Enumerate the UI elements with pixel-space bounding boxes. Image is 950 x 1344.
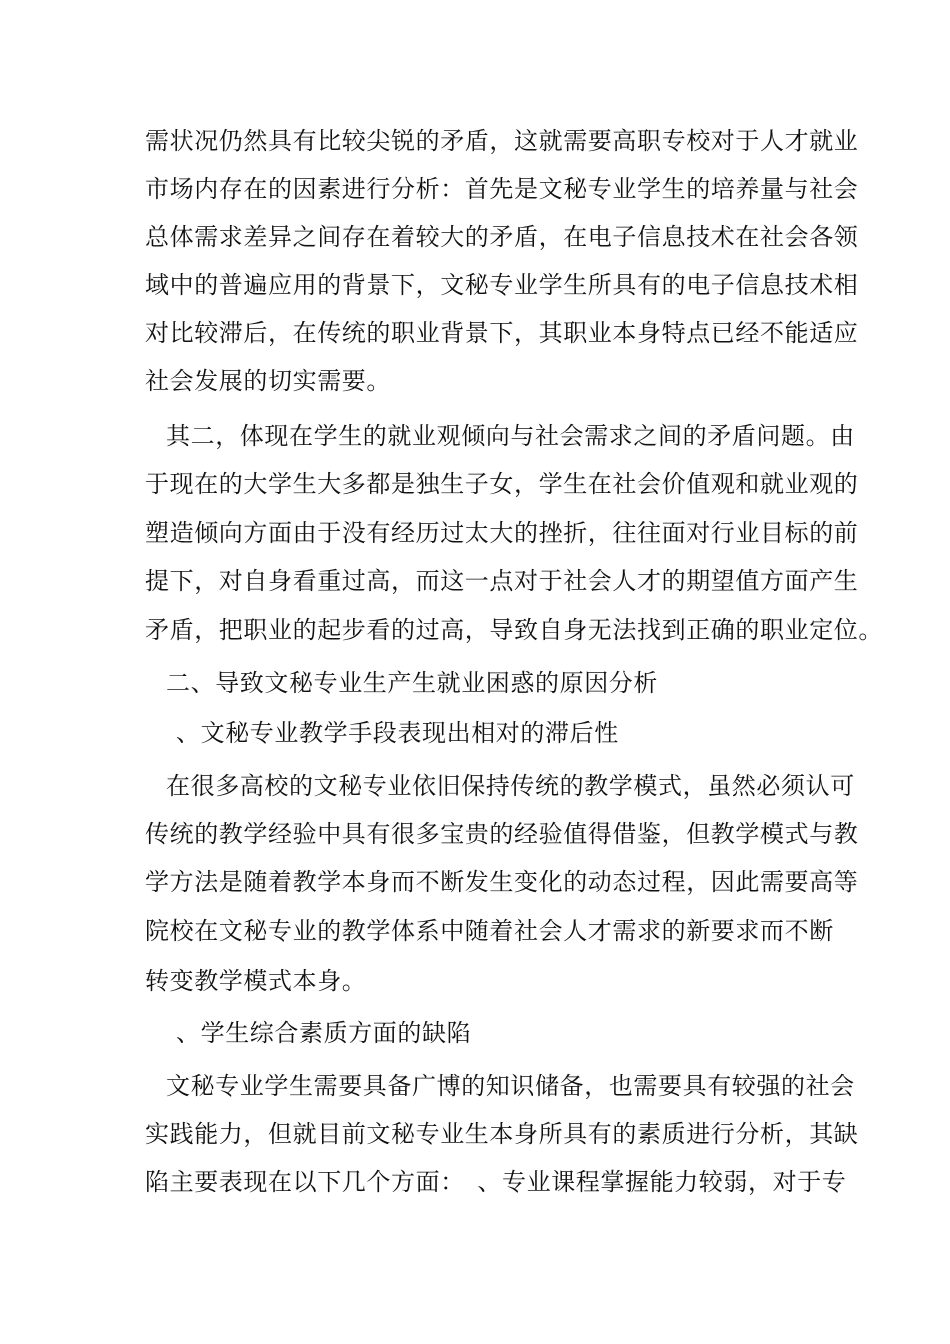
body-text-line: 传统的教学经验中具有很多宝贵的经验值得借鉴，但教学模式与教	[145, 820, 859, 848]
subsection-heading: 、学生综合素质方面的缺陷	[176, 1019, 472, 1047]
body-text-line: 市场内存在的因素进行分析：首先是文秘专业学生的培养量与社会	[145, 175, 859, 203]
body-text-line: 社会发展的切实需要。	[145, 367, 391, 395]
body-text-line: 对比较滞后，在传统的职业背景下，其职业本身特点已经不能适应	[145, 319, 859, 347]
body-text-line: 域中的普遍应用的背景下，文秘专业学生所具有的电子信息技术相	[145, 271, 859, 299]
body-text-line: 矛盾，把职业的起步看的过高，导致自身无法找到正确的职业定位。	[145, 616, 883, 644]
body-text-line: 于现在的大学生大多都是独生子女，学生在社会价值观和就业观的	[145, 470, 859, 498]
subsection-heading: 、文秘专业教学手段表现出相对的滞后性	[176, 719, 619, 747]
paragraph-first-line: 在很多高校的文秘专业依旧保持传统的教学模式，虽然必须认可	[166, 772, 855, 800]
section-heading: 二、导致文秘专业生产生就业困惑的原因分析	[166, 669, 658, 697]
paragraph-first-line: 文秘专业学生需要具备广博的知识储备，也需要具有较强的社会	[166, 1072, 855, 1100]
paragraph-first-line: 其二，体现在学生的就业观倾向与社会需求之间的矛盾问题。由	[166, 422, 855, 450]
body-text-line: 院校在文秘专业的教学体系中随着社会人才需求的新要求而不断	[145, 917, 834, 945]
body-text-line: 陷主要表现在以下几个方面： 、专业课程掌握能力较弱，对于专	[145, 1168, 847, 1196]
body-text-line: 学方法是随着教学本身而不断发生变化的动态过程，因此需要高等	[145, 868, 859, 896]
body-text-line: 实践能力，但就目前文秘专业生本身所具有的素质进行分析，其缺	[145, 1120, 859, 1148]
body-text-line: 塑造倾向方面由于没有经历过太大的挫折，往往面对行业目标的前	[145, 519, 859, 547]
body-text-line: 转变教学模式本身。	[145, 967, 367, 995]
body-text-line: 需状况仍然具有比较尖锐的矛盾，这就需要高职专校对于人才就业	[145, 127, 859, 155]
body-text-line: 总体需求差异之间存在着较大的矛盾，在电子信息技术在社会各领	[145, 223, 859, 251]
body-text-line: 提下，对自身看重过高，而这一点对于社会人才的期望值方面产生	[145, 567, 859, 595]
